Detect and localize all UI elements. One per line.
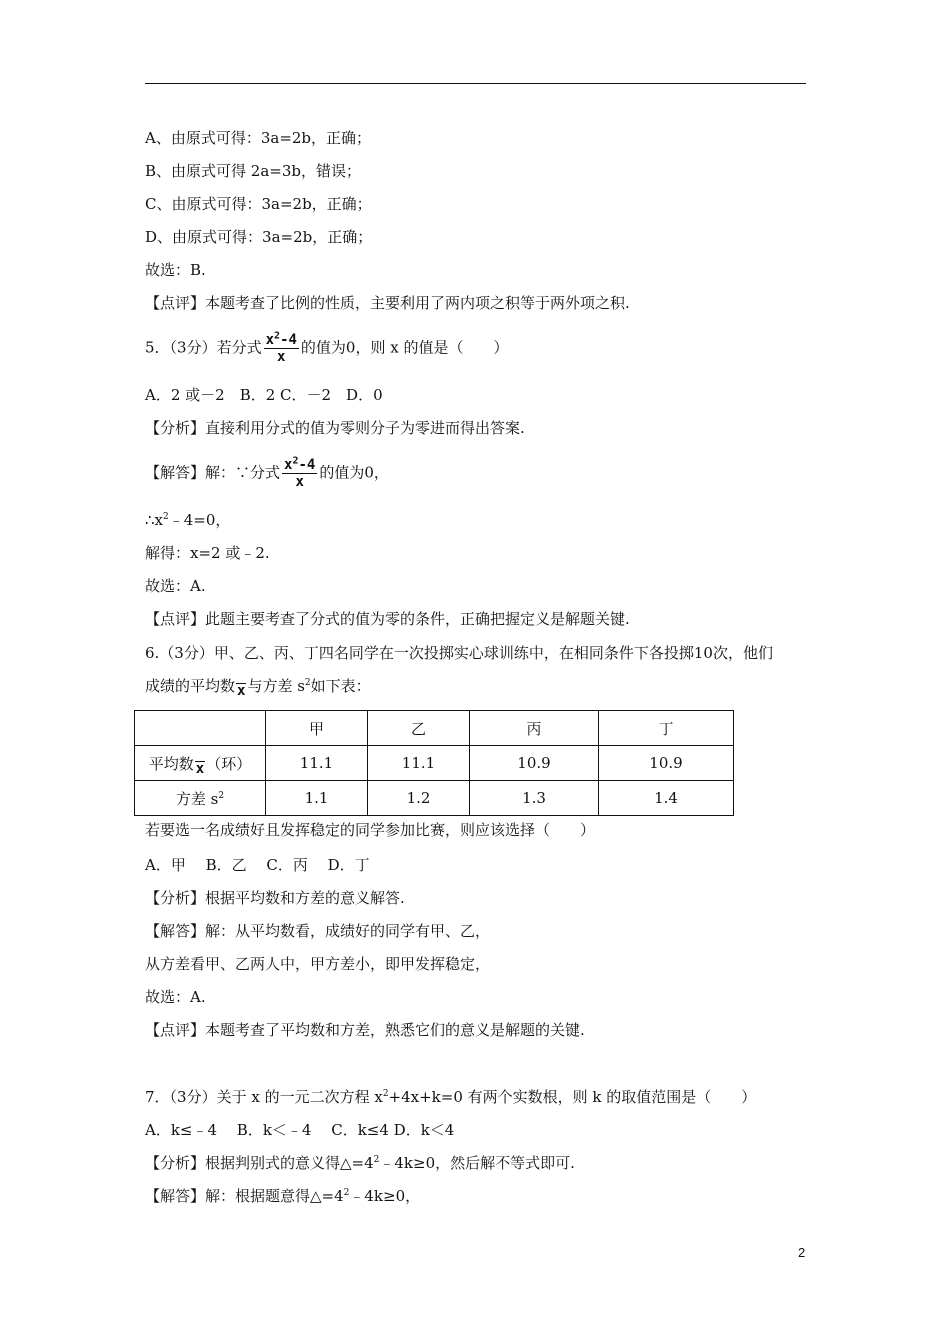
q5-answer: 【解答】解：∵分式 $\frac{x^2-4}{x}$ 的值为0，	[145, 455, 389, 490]
table-cell: 1.2	[368, 781, 470, 816]
q5-step1: $\therefore x^2﹣4=0$，	[145, 511, 231, 529]
table-cell: 11.1	[266, 746, 368, 781]
q6-comment: 【点评】本题考查了平均数和方差，熟悉它们的意义是解题的关键.	[145, 1021, 585, 1039]
q4-comment: 【点评】本题考查了比例的性质，主要利用了两内项之积等于两外项之积.	[145, 294, 630, 312]
table-header-cell: 丁	[599, 711, 734, 746]
q6-stem-line1: 6.（3分）甲、乙、丙、丁四名同学在一次投掷实心球训练中，在相同条件下各投掷10次，他们	[145, 644, 773, 662]
q6-stem-line2: 成绩的平均数 x 与方差 $s^2$如下表：	[145, 677, 371, 699]
q5-analysis: 【分析】直接利用分式的值为零则分子为零进而得出答案.	[145, 419, 525, 437]
q5-suffix: 的值为0，则 x 的值是（ ）	[300, 338, 509, 357]
row-label-variance: 方差 $s^2$	[135, 781, 266, 816]
table-row-mean	[135, 746, 734, 781]
q7-answer: 【解答】解：根据题意得$\triangle=4^2﹣4k\ge 0$，	[145, 1187, 421, 1205]
score-table	[134, 710, 734, 816]
q7-stem: 7．（3分）关于 x 的一元二次方程 $x^2+4x+k=0$ 有两个实数根，则 k 的取值范围是（ ）	[145, 1088, 757, 1106]
q5-comment: 【点评】此题主要考查了分式的值为零的条件，正确把握定义是解题关键.	[145, 610, 630, 628]
page-number: 2	[798, 1245, 806, 1260]
q6-answer-line2: 从方差看甲、乙两人中，甲方差小，即甲发挥稳定，	[145, 955, 491, 973]
q7-options: A．k≤﹣4 B．k＜﹣4 C．k≤4 D．k＜4	[145, 1121, 455, 1139]
q5-choice: 故选：A.	[145, 577, 206, 595]
table-cell: 10.9	[599, 746, 734, 781]
mean-symbol: x	[237, 683, 246, 699]
q6-options: A．甲 B．乙 C．丙 D．丁	[145, 856, 370, 874]
option-b-explanation: B、由原式可得 2a=3b，错误；	[145, 162, 361, 180]
table-header-cell: 甲	[266, 711, 368, 746]
table-cell: 1.3	[470, 781, 599, 816]
q7-analysis: 【分析】根据判别式的意义得$\triangle=4^2﹣4k\ge 0$，然后解不等式即可.	[145, 1154, 575, 1172]
header-rule	[145, 83, 806, 84]
q6-analysis: 【分析】根据平均数和方差的意义解答.	[145, 889, 405, 907]
q5-stem	[145, 332, 508, 365]
option-d-explanation: D、由原式可得：3a=2b，正确；	[145, 228, 373, 246]
q6-question: 若要选一名成绩好且发挥稳定的同学参加比赛，则应该选择（ ）	[145, 821, 596, 839]
table-header-cell: 丙	[470, 711, 599, 746]
table-header-row	[135, 711, 734, 746]
q5-fraction: $\frac{x^2-4}{x}$	[265, 330, 297, 365]
table-cell: 1.1	[266, 781, 368, 816]
table-cell: 11.1	[368, 746, 470, 781]
row-label-mean: 平均数 x （环）	[135, 746, 266, 781]
option-a-explanation: A、由原式可得：3a=2b，正确；	[145, 129, 372, 147]
q6-choice: 故选：A.	[145, 988, 206, 1006]
q5-step2: 解得：x=2 或﹣2.	[145, 544, 270, 562]
table-cell: 1.4	[599, 781, 734, 816]
table-row-variance	[135, 781, 734, 816]
table-header-cell: 乙	[368, 711, 470, 746]
q6-answer-line1: 【解答】解：从平均数看，成绩好的同学有甲、乙，	[145, 922, 491, 940]
option-c-explanation: C、由原式可得：3a=2b，正确；	[145, 195, 372, 213]
table-corner-cell	[135, 711, 266, 746]
table-cell: 10.9	[470, 746, 599, 781]
q5-prefix: 5．（3分）若分式	[145, 338, 262, 357]
q4-choice: 故选：B.	[145, 261, 206, 279]
q5-answer-fraction: $\frac{x^2-4}{x}$	[284, 455, 316, 490]
q5-options: A．2 或－2 B．2 C．－2 D．0	[145, 386, 383, 404]
